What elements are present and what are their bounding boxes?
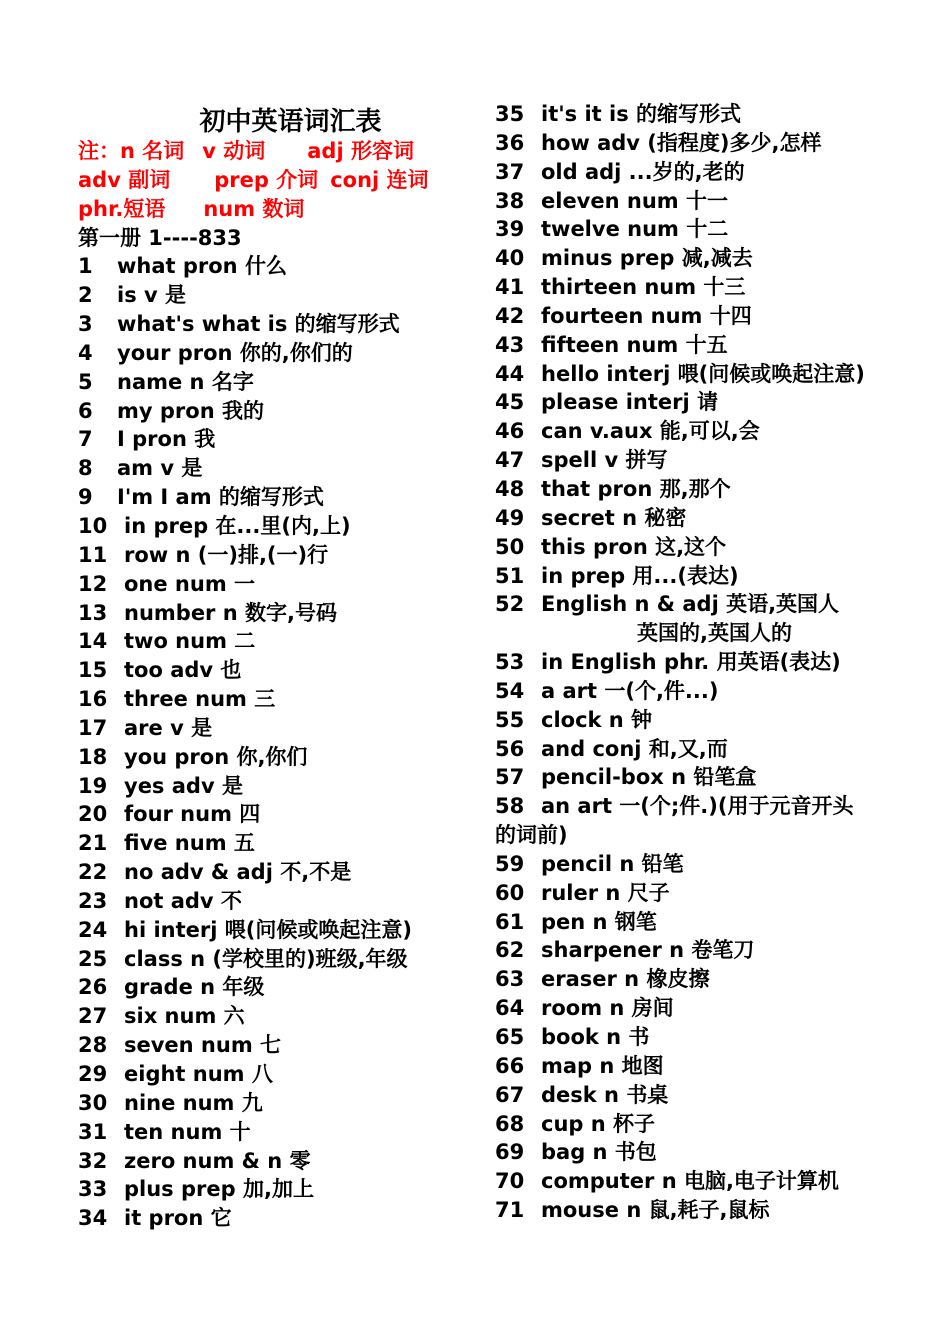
vocab-text: eraser n 橡皮擦 [541, 967, 710, 992]
vocab-number: 42 [495, 303, 525, 328]
vocab-number: 19 [78, 773, 108, 798]
vocab-entry [495, 821, 915, 850]
vocab-number: 6 [78, 398, 93, 423]
volume-heading: 第一册 1----833 [78, 225, 242, 250]
legend-adv: adv 副词 [78, 167, 171, 192]
vocab-number: 46 [495, 419, 525, 444]
vocab-number: 16 [78, 687, 108, 712]
right-column [495, 100, 915, 1225]
vocab-number: 68 [495, 1111, 525, 1136]
vocab-entry [78, 397, 478, 426]
vocab-number: 65 [495, 1025, 525, 1049]
vocab-number: 53 [495, 650, 525, 675]
vocab-entry [78, 1147, 478, 1176]
vocab-entry [78, 368, 478, 397]
vocab-entry [78, 1175, 478, 1204]
vocab-entry [495, 648, 915, 677]
vocab-entry [495, 562, 915, 591]
vocab-entry [78, 743, 478, 772]
vocab-number: 60 [495, 880, 525, 905]
vocab-number: 13 [78, 600, 108, 625]
vocab-entry [78, 829, 478, 858]
vocab-text: secret n 秘密 [541, 505, 687, 530]
legend-line-2 [78, 166, 478, 195]
vocab-text: minus prep 减,减去 [541, 246, 753, 271]
vocab-text: it pron 它 [124, 1206, 232, 1231]
vocab-entry [78, 281, 478, 310]
vocab-entry [78, 1204, 478, 1233]
vocab-text: too adv 也 [124, 658, 242, 683]
vocab-number: 66 [495, 1053, 525, 1078]
vocab-entry [495, 215, 915, 244]
vocab-text: old adj ...岁的,老的 [541, 159, 745, 184]
vocab-number: 33 [78, 1177, 108, 1202]
vocab-text: how adv (指程度)多少,怎样 [541, 130, 822, 155]
vocab-text: please interj 请 [541, 390, 718, 415]
vocab-text: number n 数字,号码 [124, 600, 337, 625]
vocab-text: bag n 书包 [541, 1140, 657, 1165]
vocab-entry [495, 273, 915, 302]
vocab-entry [495, 446, 915, 475]
vocab-number: 47 [495, 448, 525, 473]
legend-phr: phr.短语 [78, 196, 166, 221]
vocab-text: desk n 书桌 [541, 1082, 669, 1107]
vocab-number: 24 [78, 917, 108, 942]
vocab-entry [495, 158, 915, 187]
vocab-number: 5 [78, 369, 93, 394]
vocab-entry [78, 570, 478, 599]
vocab-list-left [78, 252, 478, 1233]
vocab-text: this pron 这,这个 [541, 534, 727, 559]
vocab-number: 61 [495, 909, 525, 934]
vocab-number: 56 [495, 736, 525, 761]
vocab-number: 14 [78, 629, 108, 654]
vocab-text: it's it is 的缩写形式 [541, 102, 742, 126]
vocab-entry [78, 1060, 478, 1089]
vocab-number: 59 [495, 851, 525, 876]
vocab-entry [78, 945, 478, 974]
vocab-text: 英国的,英国人的 [637, 621, 792, 646]
legend-line-3 [78, 195, 478, 224]
vocab-entry [495, 388, 915, 417]
vocab-number: 40 [495, 246, 525, 271]
vocab-entry [495, 1138, 915, 1167]
vocab-text: twelve num 十二 [541, 217, 729, 242]
vocab-entry [78, 656, 478, 685]
vocab-number: 9 [78, 485, 93, 510]
vocab-number: 37 [495, 159, 525, 184]
vocab-number: 62 [495, 938, 525, 963]
vocab-entry [495, 706, 915, 735]
vocab-text: I'm I am 的缩写形式 [117, 485, 324, 510]
vocab-text: cup n 杯子 [541, 1111, 656, 1136]
vocab-text: and conj 和,又,而 [541, 736, 728, 761]
vocab-number: 51 [495, 563, 525, 588]
legend-noun: 注：n 名词 [78, 139, 185, 163]
page-title: 初中英语词汇表 [199, 107, 382, 137]
vocab-text: I pron 我 [117, 427, 216, 452]
vocab-number: 3 [78, 312, 93, 337]
vocab-text: computer n 电脑,电子计算机 [541, 1169, 839, 1194]
vocab-number: 32 [78, 1148, 108, 1173]
vocab-number: 12 [78, 571, 108, 596]
vocab-number: 23 [78, 888, 108, 913]
vocab-entry [495, 129, 915, 158]
vocab-number: 21 [78, 831, 108, 856]
vocab-entry [495, 302, 915, 331]
vocab-number: 18 [78, 744, 108, 769]
vocab-text: in prep 在...里(内,上) [124, 513, 351, 538]
vocab-text: an art 一(个;件.)(用于元音开头 [541, 794, 854, 819]
vocab-entry [495, 590, 915, 619]
vocab-number: 28 [78, 1033, 108, 1058]
vocab-number: 44 [495, 361, 525, 386]
vocab-number: 26 [78, 975, 108, 1000]
vocab-entry [78, 627, 478, 656]
vocab-entry [495, 360, 915, 389]
vocab-text: in English phr. 用英语(表达) [541, 650, 841, 675]
vocab-text: row n (一)排,(一)行 [124, 542, 329, 567]
vocab-entry [78, 685, 478, 714]
left-column [78, 100, 478, 1233]
vocab-number: 64 [495, 996, 525, 1021]
vocab-entry [78, 916, 478, 945]
vocab-entry [78, 772, 478, 801]
vocab-entry [78, 800, 478, 829]
legend-adj: adj 形容词 [307, 139, 414, 163]
vocab-text: mouse n 鼠,耗子,鼠标 [541, 1198, 770, 1223]
vocab-text: can v.aux 能,可以,会 [541, 419, 760, 444]
vocab-number: 20 [78, 802, 108, 827]
vocab-entry [495, 792, 915, 821]
vocab-text: a art 一(个,件...) [541, 678, 719, 703]
vocab-text: is v 是 [117, 283, 187, 308]
vocab-text: ruler n 尺子 [541, 880, 670, 905]
legend-prep: prep 介词 [214, 167, 319, 192]
vocab-text: four num 四 [124, 802, 261, 827]
vocab-text: pencil-box n 铅笔盒 [541, 765, 757, 790]
vocab-entry [495, 100, 915, 129]
vocab-entry [495, 850, 915, 879]
vocab-text: what's what is 的缩写形式 [117, 312, 400, 337]
legend-num: num 数词 [203, 196, 305, 221]
vocab-entry [495, 1023, 915, 1052]
vocab-entry [78, 714, 478, 743]
vocab-entry [78, 887, 478, 916]
vocab-text: no adv & adj 不,不是 [124, 860, 352, 885]
vocab-entry [495, 677, 915, 706]
vocab-text: ten num 十 [124, 1119, 251, 1144]
vocab-entry [495, 763, 915, 792]
vocab-entry [495, 619, 915, 648]
vocab-number: 55 [495, 707, 525, 732]
vocab-number: 4 [78, 340, 93, 365]
vocab-number: 54 [495, 678, 525, 703]
vocab-text: pen n 钢笔 [541, 909, 657, 934]
vocab-entry [495, 965, 915, 994]
vocab-number: 10 [78, 513, 108, 538]
vocab-text: one num 一 [124, 571, 256, 596]
vocab-number: 71 [495, 1198, 525, 1223]
vocab-entry [78, 1118, 478, 1147]
legend-verb: v 动词 [202, 139, 266, 163]
vocab-entry [495, 417, 915, 446]
vocab-entry [78, 310, 478, 339]
vocab-number: 15 [78, 658, 108, 683]
vocab-text: your pron 你的,你们的 [117, 340, 353, 365]
vocab-entry [495, 994, 915, 1023]
vocab-entry [78, 512, 478, 541]
vocab-text: sharpener n 卷笔刀 [541, 938, 755, 963]
vocab-entry [495, 244, 915, 273]
vocab-text: fourteen num 十四 [541, 303, 752, 328]
vocab-text: five num 五 [124, 831, 255, 856]
vocab-number: 63 [495, 967, 525, 992]
vocab-text: pencil n 铅笔 [541, 851, 684, 876]
vocab-text: eleven num 十一 [541, 188, 728, 213]
vocab-list-right [495, 100, 915, 1225]
vocab-number: 67 [495, 1082, 525, 1107]
vocab-text: book n 书 [541, 1025, 650, 1049]
vocab-text: nine num 九 [124, 1090, 263, 1115]
vocab-entry [495, 187, 915, 216]
vocab-text: six num 六 [124, 1004, 245, 1029]
vocab-text: am v 是 [117, 456, 203, 481]
vocab-entry [78, 1002, 478, 1031]
vocab-text: thirteen num 十三 [541, 275, 746, 300]
vocab-text: hi interj 喂(问候或唤起注意) [124, 917, 412, 942]
vocab-number: 38 [495, 188, 525, 213]
vocab-text: room n 房间 [541, 996, 674, 1021]
vocab-entry [78, 483, 478, 512]
vocab-text: two num 二 [124, 629, 256, 654]
vocab-entry [78, 1089, 478, 1118]
vocab-text: you pron 你,你们 [124, 744, 308, 769]
vocab-number: 27 [78, 1004, 108, 1029]
vocab-number: 57 [495, 765, 525, 790]
vocab-text: hello interj 喂(问候或唤起注意) [541, 361, 865, 386]
vocab-text: not adv 不 [124, 888, 242, 913]
vocab-text: zero num & n 零 [124, 1148, 311, 1173]
vocab-entry [78, 454, 478, 483]
vocab-number: 36 [495, 130, 525, 155]
vocab-entry [78, 1031, 478, 1060]
vocab-number: 52 [495, 592, 525, 617]
vocab-number: 30 [78, 1090, 108, 1115]
vocab-entry [495, 1081, 915, 1110]
vocab-number: 34 [78, 1206, 108, 1231]
vocab-text: grade n 年级 [124, 975, 265, 1000]
vocab-entry [495, 936, 915, 965]
vocab-number: 2 [78, 283, 93, 308]
vocab-number: 1 [78, 254, 93, 279]
vocab-number: 8 [78, 456, 93, 481]
vocab-number: 22 [78, 860, 108, 885]
vocab-number: 35 [495, 102, 525, 126]
vocab-entry [495, 331, 915, 360]
vocab-text: class n (学校里的)班级,年级 [124, 946, 408, 971]
vocab-entry [78, 339, 478, 368]
vocab-entry [78, 973, 478, 1002]
vocab-number: 50 [495, 534, 525, 559]
vocab-number: 70 [495, 1169, 525, 1194]
vocab-text: that pron 那,那个 [541, 476, 731, 501]
vocab-number: 17 [78, 715, 108, 740]
vocab-number: 39 [495, 217, 525, 242]
vocab-entry [78, 599, 478, 628]
vocab-entry [78, 425, 478, 454]
vocab-text: English n & adj 英语,英国人 [541, 592, 840, 617]
vocab-number: 49 [495, 505, 525, 530]
vocab-text: three num 三 [124, 687, 276, 712]
vocab-entry [495, 908, 915, 937]
vocab-entry [78, 252, 478, 281]
vocab-number: 58 [495, 794, 525, 819]
vocab-text: are v 是 [124, 715, 213, 740]
vocab-entry [495, 1110, 915, 1139]
vocab-text: plus prep 加,加上 [124, 1177, 314, 1202]
vocab-text: map n 地图 [541, 1053, 664, 1078]
vocab-entry [78, 858, 478, 887]
vocab-number: 29 [78, 1062, 108, 1086]
vocab-number: 43 [495, 332, 525, 357]
vocab-text: in prep 用...(表达) [541, 563, 739, 588]
vocab-entry [495, 475, 915, 504]
vocab-number: 11 [78, 542, 108, 567]
vocab-entry [495, 879, 915, 908]
vocab-text: clock n 钟 [541, 707, 653, 732]
legend-line-1 [78, 137, 478, 166]
vocab-entry [495, 1167, 915, 1196]
vocab-entry [495, 533, 915, 562]
vocab-number: 7 [78, 427, 93, 452]
vocab-entry [495, 1052, 915, 1081]
vocab-entry [495, 1196, 915, 1225]
vocab-number: 31 [78, 1119, 108, 1144]
vocab-entry [495, 735, 915, 764]
vocab-text: 的词前) [495, 823, 568, 848]
vocab-number: 45 [495, 390, 525, 415]
vocab-text: what pron 什么 [117, 254, 287, 279]
vocab-number: 41 [495, 275, 525, 300]
vocab-text: spell v 拼写 [541, 448, 668, 473]
vocab-number: 69 [495, 1140, 525, 1165]
vocab-text: name n 名字 [117, 369, 254, 394]
vocab-text: my pron 我的 [117, 398, 264, 423]
legend-conj: conj 连词 [330, 167, 429, 192]
vocab-entry [495, 504, 915, 533]
vocab-text: seven num 七 [124, 1033, 282, 1058]
vocab-text: fifteen num 十五 [541, 332, 728, 357]
vocab-text: yes adv 是 [124, 773, 243, 798]
vocab-text: eight num 八 [124, 1062, 273, 1086]
vocab-number: 48 [495, 476, 525, 501]
vocab-number: 25 [78, 946, 108, 971]
vocab-entry [78, 541, 478, 570]
